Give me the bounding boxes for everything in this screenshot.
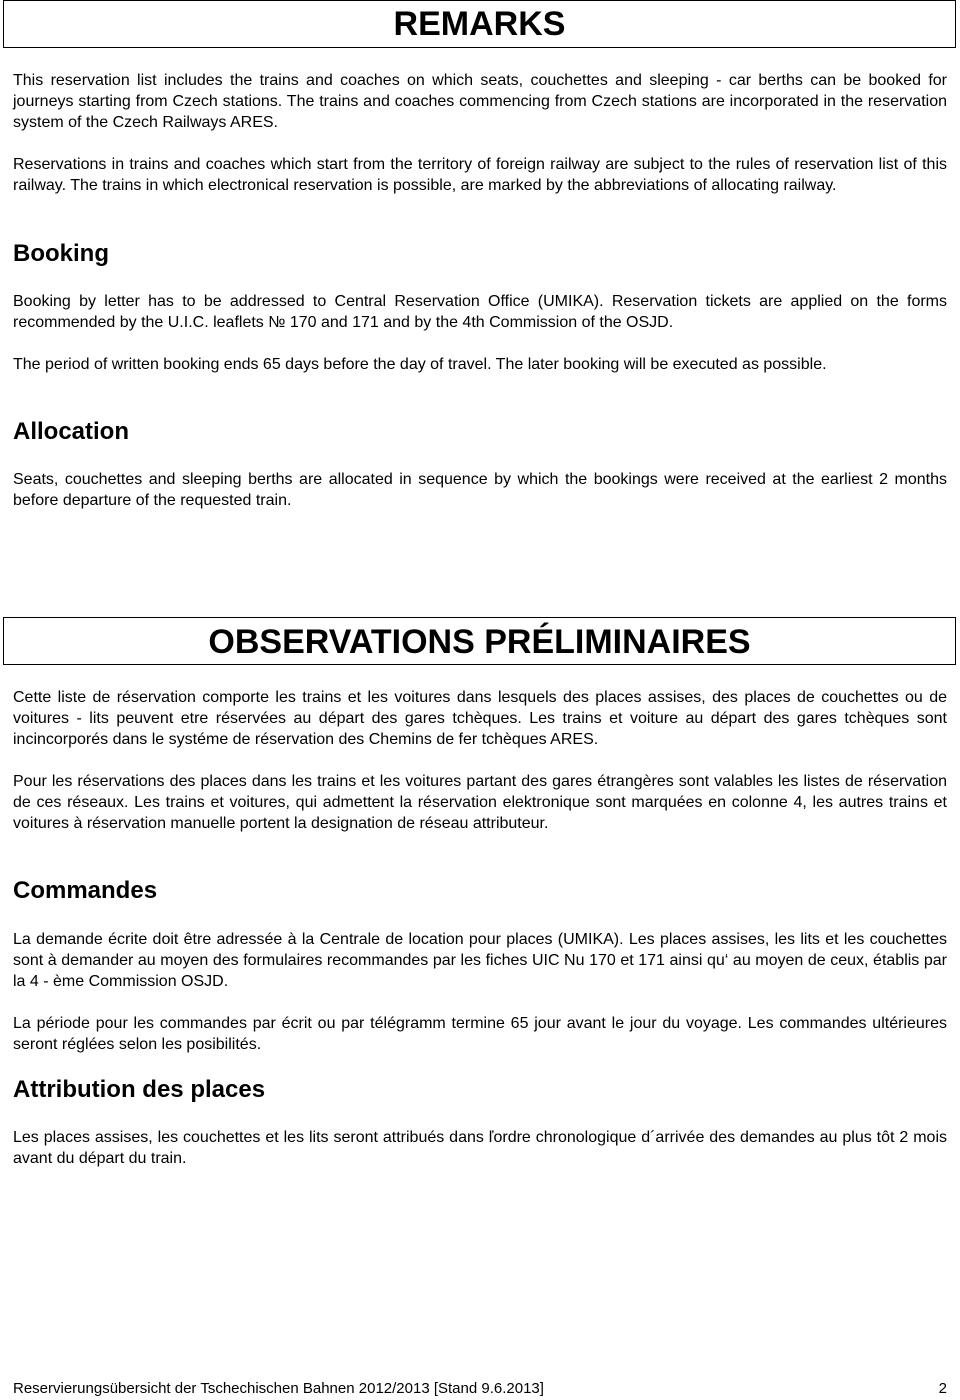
- allocation-paragraph-1: Seats, couchettes and sleeping berths are allocated in sequence by which the bookings were received at the earliest 2 months before departure of the requested train.: [13, 471, 947, 509]
- attribution-paragraph-1: Les places assises, les couchettes et les lits seront attribués dans ľordre chronologique d´arrivée des demandes au plus tôt 2 mois avant du départ du train.: [13, 1129, 947, 1167]
- attribution-heading: Attribution des places: [13, 1076, 266, 1103]
- footer-text: Reservierungsübersicht der Tschechischen Bahnen 2012/2013 [Stand 9.6.2013]: [13, 1380, 544, 1397]
- allocation-heading: Allocation: [13, 418, 130, 445]
- remarks-title: REMARKS: [3, 0, 956, 48]
- observations-title: OBSERVATIONS PRÉLIMINAIRES: [3, 617, 956, 665]
- page-number: 2: [938, 1380, 947, 1397]
- commandes-paragraph-1: La demande écrite doit être adressée à la Centrale de location pour places (UMIKA). Les places assises, les lits et les couchettes sont à demander au moyen des formulaires recommandes par les fiches UIC Nu 170 et 171 ainsi qu‘ au moyen de ceux, établis par la 4 - ème Commission OSJD.: [13, 931, 947, 990]
- remarks-paragraph-1: This reservation list includes the trains and coaches on which seats, couchettes and sleeping - car berths can be booked for journeys starting from Czech stations. The trains and coaches commencing from Czech stations are incorporated in the reservation system of the Czech Railways ARES.: [13, 72, 947, 131]
- booking-paragraph-1: Booking by letter has to be addressed to Central Reservation Office (UMIKA). Reservation tickets are applied on the forms recommended by the U.I.C. leaflets № 170 and 171 and by the 4th Commission of the OSJD.: [13, 293, 947, 331]
- remarks-paragraph-2: Reservations in trains and coaches which start from the territory of foreign railway are subject to the rules of reservation list of this railway. The trains in which electronical reservation is possible, are marked by the abbreviations of allocating railway.: [13, 156, 947, 194]
- booking-paragraph-2: The period of written booking ends 65 days before the day of travel. The later booking will be executed as possible.: [13, 356, 827, 373]
- observations-paragraph-2: Pour les réservations des places dans les trains et les voitures partant des gares étrangères sont valables les listes de réservation de ces réseaux. Les trains et voitures, qui admettent la réservation elektronique sont marquées en colonne 4, les autres trains et voitures à réservation manuelle portent la designation de réseau attributeur.: [13, 773, 947, 832]
- observations-paragraph-1: Cette liste de réservation comporte les trains et les voitures dans lesquels des places assises, des places de couchettes ou de voitures - lits peuvent etre réservées au départ des gares tchèques. Les trains et voiture au départ des gares tchèques sont incincorporés dans le systéme de réservation des Chemins de fer tchèques ARES.: [13, 689, 947, 748]
- commandes-heading: Commandes: [13, 877, 158, 904]
- booking-heading: Booking: [13, 240, 109, 267]
- commandes-paragraph-2: La période pour les commandes par écrit ou par télégramm termine 65 jour avant le jour du voyage. Les commandes ultérieures seront réglées selon les posibilités.: [13, 1015, 947, 1053]
